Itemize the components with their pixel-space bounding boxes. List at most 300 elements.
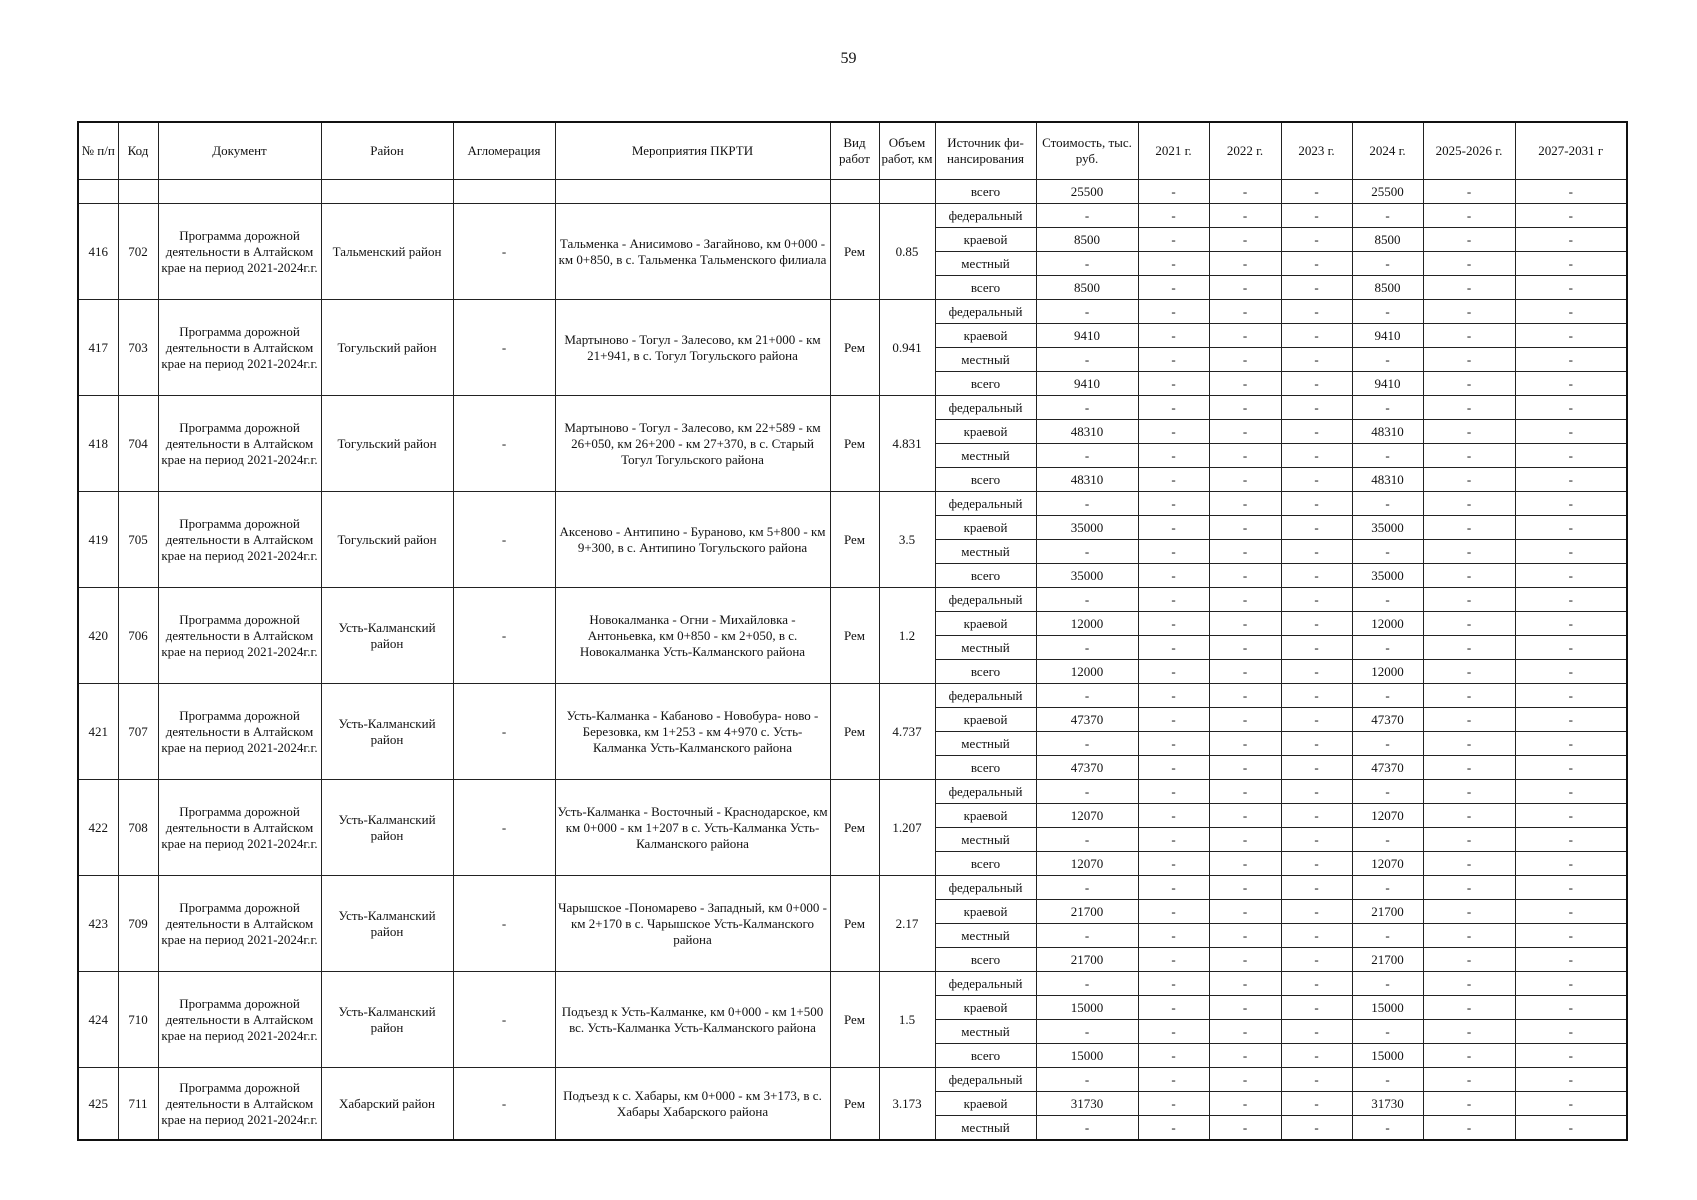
cost-value: 35000 <box>1036 564 1138 588</box>
year-2023-value: - <box>1281 852 1352 876</box>
cost-value: - <box>1036 492 1138 516</box>
year-2023-value: - <box>1281 444 1352 468</box>
year-2022-value: - <box>1209 564 1281 588</box>
year-2022-value: - <box>1209 804 1281 828</box>
financing-source: местный <box>935 924 1036 948</box>
year-2023-value: - <box>1281 804 1352 828</box>
years-2025-2026-value: - <box>1423 900 1515 924</box>
record-measure: Усть-Калманка - Восточный - Краснодарское, км км 0+000 - км 1+207 в с. Усть-Калманка Усть-Калманского района <box>555 780 830 876</box>
year-2022-value: - <box>1209 1068 1281 1092</box>
record-agglomeration: - <box>453 684 555 780</box>
year-2022-value: - <box>1209 636 1281 660</box>
year-2024-value: 21700 <box>1352 900 1423 924</box>
year-2024-value: 25500 <box>1352 180 1423 204</box>
years-2027-2031-value: - <box>1515 180 1627 204</box>
financing-source: всего <box>935 372 1036 396</box>
years-2027-2031-value: - <box>1515 252 1627 276</box>
year-2022-value: - <box>1209 1116 1281 1141</box>
year-2021-value: - <box>1138 636 1209 660</box>
record-number: 419 <box>78 492 118 588</box>
years-2027-2031-value: - <box>1515 708 1627 732</box>
year-2024-value: - <box>1352 492 1423 516</box>
record-agglomeration: - <box>453 204 555 300</box>
financing-source: федеральный <box>935 396 1036 420</box>
year-2024-value: 8500 <box>1352 276 1423 300</box>
years-2027-2031-value: - <box>1515 996 1627 1020</box>
year-2022-value: - <box>1209 996 1281 1020</box>
year-2022-value: - <box>1209 228 1281 252</box>
years-2025-2026-value: - <box>1423 852 1515 876</box>
col-header-agglomeration: Агломерация <box>453 122 555 180</box>
col-header-2027-2031: 2027-2031 г <box>1515 122 1627 180</box>
year-2024-value: - <box>1352 828 1423 852</box>
years-2025-2026-value: - <box>1423 1092 1515 1116</box>
years-2027-2031-value: - <box>1515 420 1627 444</box>
years-2025-2026-value: - <box>1423 420 1515 444</box>
year-2023-value: - <box>1281 540 1352 564</box>
year-2023-value: - <box>1281 636 1352 660</box>
year-2023-value: - <box>1281 396 1352 420</box>
record-document: Программа дорожной деятельности в Алтайском крае на период 2021-2024г.г. <box>158 780 321 876</box>
col-header-2025-2026: 2025-2026 г. <box>1423 122 1515 180</box>
year-2023-value: - <box>1281 372 1352 396</box>
financing-source: местный <box>935 828 1036 852</box>
year-2023-value: - <box>1281 1044 1352 1068</box>
record-work-type: Рем <box>830 876 879 972</box>
cost-value: - <box>1036 1020 1138 1044</box>
years-2025-2026-value: - <box>1423 948 1515 972</box>
year-2021-value: - <box>1138 948 1209 972</box>
year-2022-value: - <box>1209 780 1281 804</box>
table-row <box>78 876 1627 900</box>
year-2021-value: - <box>1138 468 1209 492</box>
year-2023-value: - <box>1281 828 1352 852</box>
cost-value: - <box>1036 252 1138 276</box>
years-2025-2026-value: - <box>1423 876 1515 900</box>
years-2027-2031-value: - <box>1515 684 1627 708</box>
table-row <box>78 396 1627 420</box>
year-2024-value: - <box>1352 1068 1423 1092</box>
year-2022-value: - <box>1209 612 1281 636</box>
record-number: 422 <box>78 780 118 876</box>
record-document: Программа дорожной деятельности в Алтайском крае на период 2021-2024г.г. <box>158 876 321 972</box>
financing-source: всего <box>935 276 1036 300</box>
record-measure: Новокалманка - Огни - Михайловка - Антоньевка, км 0+850 - км 2+050, в с. Новокалманка Усть-Калманского района <box>555 588 830 684</box>
year-2023-value: - <box>1281 924 1352 948</box>
record-agglomeration: - <box>453 1068 555 1141</box>
record-measure: Аксеново - Антипино - Бураново, км 5+800 - км 9+300, в с. Антипино Тогульского района <box>555 492 830 588</box>
empty-cell <box>158 180 321 204</box>
year-2024-value: - <box>1352 396 1423 420</box>
record-code: 705 <box>118 492 158 588</box>
year-2024-value: - <box>1352 684 1423 708</box>
years-2027-2031-value: - <box>1515 1116 1627 1141</box>
empty-cell <box>453 180 555 204</box>
years-2025-2026-value: - <box>1423 972 1515 996</box>
year-2022-value: - <box>1209 444 1281 468</box>
year-2023-value: - <box>1281 1116 1352 1141</box>
record-document: Программа дорожной деятельности в Алтайском крае на период 2021-2024г.г. <box>158 1068 321 1141</box>
record-number: 421 <box>78 684 118 780</box>
record-document: Программа дорожной деятельности в Алтайском крае на период 2021-2024г.г. <box>158 684 321 780</box>
year-2023-value: - <box>1281 1092 1352 1116</box>
year-2021-value: - <box>1138 756 1209 780</box>
year-2024-value: - <box>1352 444 1423 468</box>
year-2022-value: - <box>1209 540 1281 564</box>
year-2023-value: - <box>1281 996 1352 1020</box>
year-2022-value: - <box>1209 468 1281 492</box>
years-2027-2031-value: - <box>1515 444 1627 468</box>
year-2022-value: - <box>1209 756 1281 780</box>
year-2024-value: 35000 <box>1352 564 1423 588</box>
year-2022-value: - <box>1209 300 1281 324</box>
year-2021-value: - <box>1138 900 1209 924</box>
record-measure: Тальменка - Анисимово - Загайново, км 0+000 - км 0+850, в с. Тальменка Тальменского филиала <box>555 204 830 300</box>
year-2024-value: 31730 <box>1352 1092 1423 1116</box>
year-2024-value: - <box>1352 300 1423 324</box>
table-row <box>78 972 1627 996</box>
cost-value: - <box>1036 1116 1138 1141</box>
cost-value: - <box>1036 972 1138 996</box>
year-2021-value: - <box>1138 180 1209 204</box>
record-agglomeration: - <box>453 972 555 1068</box>
cost-value: 48310 <box>1036 420 1138 444</box>
years-2025-2026-value: - <box>1423 444 1515 468</box>
page-number: 59 <box>840 50 857 67</box>
table-row <box>78 588 1627 612</box>
year-2024-value: - <box>1352 732 1423 756</box>
financing-source: краевой <box>935 1092 1036 1116</box>
col-header-cost: Стоимость, тыс. руб. <box>1036 122 1138 180</box>
col-header-district: Район <box>321 122 453 180</box>
year-2024-value: 12070 <box>1352 852 1423 876</box>
year-2021-value: - <box>1138 348 1209 372</box>
record-volume: 1.2 <box>879 588 935 684</box>
year-2021-value: - <box>1138 516 1209 540</box>
year-2023-value: - <box>1281 348 1352 372</box>
record-document: Программа дорожной деятельности в Алтайском крае на период 2021-2024г.г. <box>158 396 321 492</box>
cost-value: - <box>1036 1068 1138 1092</box>
year-2021-value: - <box>1138 540 1209 564</box>
year-2023-value: - <box>1281 684 1352 708</box>
year-2021-value: - <box>1138 804 1209 828</box>
year-2022-value: - <box>1209 180 1281 204</box>
financing-source: краевой <box>935 804 1036 828</box>
year-2023-value: - <box>1281 612 1352 636</box>
years-2027-2031-value: - <box>1515 300 1627 324</box>
year-2022-value: - <box>1209 924 1281 948</box>
year-2023-value: - <box>1281 204 1352 228</box>
years-2027-2031-value: - <box>1515 468 1627 492</box>
cost-value: - <box>1036 396 1138 420</box>
year-2023-value: - <box>1281 180 1352 204</box>
cost-value: 48310 <box>1036 468 1138 492</box>
years-2027-2031-value: - <box>1515 804 1627 828</box>
years-2027-2031-value: - <box>1515 852 1627 876</box>
year-2024-value: - <box>1352 252 1423 276</box>
record-code: 707 <box>118 684 158 780</box>
financing-source: краевой <box>935 420 1036 444</box>
year-2022-value: - <box>1209 492 1281 516</box>
year-2021-value: - <box>1138 204 1209 228</box>
year-2022-value: - <box>1209 948 1281 972</box>
year-2021-value: - <box>1138 924 1209 948</box>
year-2022-value: - <box>1209 276 1281 300</box>
empty-cell <box>321 180 453 204</box>
record-volume: 3.5 <box>879 492 935 588</box>
financing-source: всего <box>935 756 1036 780</box>
years-2025-2026-value: - <box>1423 180 1515 204</box>
record-district: Хабарский район <box>321 1068 453 1141</box>
empty-cell <box>118 180 158 204</box>
record-agglomeration: - <box>453 492 555 588</box>
record-measure: Чарышское -Пономарево - Западный, км 0+000 - км 2+170 в с. Чарышское Усть-Калманского района <box>555 876 830 972</box>
year-2021-value: - <box>1138 252 1209 276</box>
years-2025-2026-value: - <box>1423 204 1515 228</box>
cost-value: - <box>1036 540 1138 564</box>
financing-source: федеральный <box>935 972 1036 996</box>
year-2023-value: - <box>1281 732 1352 756</box>
cost-value: 12070 <box>1036 852 1138 876</box>
financing-source: федеральный <box>935 876 1036 900</box>
years-2025-2026-value: - <box>1423 636 1515 660</box>
year-2021-value: - <box>1138 492 1209 516</box>
financing-source: федеральный <box>935 1068 1036 1092</box>
year-2021-value: - <box>1138 1068 1209 1092</box>
year-2024-value: 12000 <box>1352 660 1423 684</box>
table-row <box>78 780 1627 804</box>
years-2027-2031-value: - <box>1515 756 1627 780</box>
year-2022-value: - <box>1209 972 1281 996</box>
year-2022-value: - <box>1209 396 1281 420</box>
years-2027-2031-value: - <box>1515 948 1627 972</box>
year-2023-value: - <box>1281 324 1352 348</box>
record-district: Тальменский район <box>321 204 453 300</box>
years-2025-2026-value: - <box>1423 372 1515 396</box>
years-2027-2031-value: - <box>1515 228 1627 252</box>
record-measure: Мартыново - Тогул - Залесово, км 22+589 - км 26+050, км 26+200 - км 27+370, в с. Старый Тогул Тогульского района <box>555 396 830 492</box>
year-2022-value: - <box>1209 348 1281 372</box>
empty-cell <box>78 180 118 204</box>
record-work-type: Рем <box>830 684 879 780</box>
record-code: 703 <box>118 300 158 396</box>
cost-value: 21700 <box>1036 900 1138 924</box>
record-volume: 0.941 <box>879 300 935 396</box>
years-2027-2031-value: - <box>1515 564 1627 588</box>
table-row <box>78 1068 1627 1092</box>
year-2024-value: 9410 <box>1352 324 1423 348</box>
years-2025-2026-value: - <box>1423 540 1515 564</box>
financing-source: всего <box>935 1044 1036 1068</box>
financing-source: местный <box>935 732 1036 756</box>
year-2024-value: 15000 <box>1352 1044 1423 1068</box>
financing-source: местный <box>935 444 1036 468</box>
year-2022-value: - <box>1209 372 1281 396</box>
financing-source: федеральный <box>935 300 1036 324</box>
years-2027-2031-value: - <box>1515 660 1627 684</box>
year-2021-value: - <box>1138 684 1209 708</box>
financing-source: федеральный <box>935 492 1036 516</box>
year-2021-value: - <box>1138 1020 1209 1044</box>
year-2023-value: - <box>1281 780 1352 804</box>
years-2025-2026-value: - <box>1423 1020 1515 1044</box>
cost-value: - <box>1036 636 1138 660</box>
empty-cell <box>555 180 830 204</box>
table-row <box>78 300 1627 324</box>
year-2024-value: - <box>1352 1116 1423 1141</box>
financing-source: местный <box>935 1116 1036 1141</box>
year-2024-value: 47370 <box>1352 708 1423 732</box>
cost-value: - <box>1036 828 1138 852</box>
year-2024-value: 15000 <box>1352 996 1423 1020</box>
financing-source: краевой <box>935 516 1036 540</box>
year-2024-value: 21700 <box>1352 948 1423 972</box>
financing-source: всего <box>935 564 1036 588</box>
years-2025-2026-value: - <box>1423 612 1515 636</box>
years-2027-2031-value: - <box>1515 1020 1627 1044</box>
cost-value: 9410 <box>1036 324 1138 348</box>
col-header-work-type: Вид работ <box>830 122 879 180</box>
year-2024-value: 47370 <box>1352 756 1423 780</box>
years-2027-2031-value: - <box>1515 780 1627 804</box>
year-2021-value: - <box>1138 1092 1209 1116</box>
years-2027-2031-value: - <box>1515 372 1627 396</box>
record-code: 710 <box>118 972 158 1068</box>
years-2027-2031-value: - <box>1515 900 1627 924</box>
financing-source: всего <box>935 660 1036 684</box>
record-district: Усть-Калманский район <box>321 684 453 780</box>
financing-source: краевой <box>935 996 1036 1020</box>
record-number: 416 <box>78 204 118 300</box>
cost-value: 12070 <box>1036 804 1138 828</box>
record-document: Программа дорожной деятельности в Алтайском крае на период 2021-2024г.г. <box>158 588 321 684</box>
years-2025-2026-value: - <box>1423 1068 1515 1092</box>
year-2023-value: - <box>1281 252 1352 276</box>
year-2024-value: - <box>1352 876 1423 900</box>
record-code: 706 <box>118 588 158 684</box>
cost-value: - <box>1036 588 1138 612</box>
year-2021-value: - <box>1138 972 1209 996</box>
year-2021-value: - <box>1138 660 1209 684</box>
year-2023-value: - <box>1281 756 1352 780</box>
financing-source: краевой <box>935 612 1036 636</box>
year-2023-value: - <box>1281 972 1352 996</box>
year-2022-value: - <box>1209 828 1281 852</box>
record-volume: 1.5 <box>879 972 935 1068</box>
record-number: 424 <box>78 972 118 1068</box>
years-2025-2026-value: - <box>1423 996 1515 1020</box>
record-number: 417 <box>78 300 118 396</box>
years-2027-2031-value: - <box>1515 204 1627 228</box>
years-2025-2026-value: - <box>1423 348 1515 372</box>
empty-cell <box>830 180 879 204</box>
year-2024-value: - <box>1352 348 1423 372</box>
year-2021-value: - <box>1138 444 1209 468</box>
road-works-table <box>77 121 1628 1141</box>
record-volume: 3.173 <box>879 1068 935 1141</box>
col-header-2023: 2023 г. <box>1281 122 1352 180</box>
record-work-type: Рем <box>830 492 879 588</box>
record-measure: Усть-Калманка - Кабаново - Новобура- ново - Березовка, км 1+253 - км 4+970 с. Усть-Калманка Усть-Калманского района <box>555 684 830 780</box>
year-2023-value: - <box>1281 588 1352 612</box>
year-2024-value: 12070 <box>1352 804 1423 828</box>
record-work-type: Рем <box>830 780 879 876</box>
year-2021-value: - <box>1138 564 1209 588</box>
years-2025-2026-value: - <box>1423 468 1515 492</box>
years-2027-2031-value: - <box>1515 348 1627 372</box>
years-2027-2031-value: - <box>1515 396 1627 420</box>
continuation-row <box>78 180 1627 204</box>
year-2023-value: - <box>1281 420 1352 444</box>
record-code: 704 <box>118 396 158 492</box>
years-2025-2026-value: - <box>1423 516 1515 540</box>
year-2022-value: - <box>1209 660 1281 684</box>
empty-cell <box>879 180 935 204</box>
year-2021-value: - <box>1138 372 1209 396</box>
financing-source: краевой <box>935 228 1036 252</box>
record-district: Усть-Калманский район <box>321 876 453 972</box>
record-volume: 4.737 <box>879 684 935 780</box>
years-2027-2031-value: - <box>1515 612 1627 636</box>
record-document: Программа дорожной деятельности в Алтайском крае на период 2021-2024г.г. <box>158 300 321 396</box>
years-2025-2026-value: - <box>1423 1044 1515 1068</box>
years-2025-2026-value: - <box>1423 756 1515 780</box>
year-2022-value: - <box>1209 852 1281 876</box>
years-2025-2026-value: - <box>1423 708 1515 732</box>
year-2024-value: 12000 <box>1352 612 1423 636</box>
years-2027-2031-value: - <box>1515 276 1627 300</box>
cost-value: 21700 <box>1036 948 1138 972</box>
years-2025-2026-value: - <box>1423 228 1515 252</box>
years-2025-2026-value: - <box>1423 564 1515 588</box>
years-2027-2031-value: - <box>1515 1044 1627 1068</box>
years-2025-2026-value: - <box>1423 732 1515 756</box>
year-2021-value: - <box>1138 420 1209 444</box>
financing-source: всего <box>935 948 1036 972</box>
year-2023-value: - <box>1281 228 1352 252</box>
col-header-volume: Объем работ, км <box>879 122 935 180</box>
year-2024-value: - <box>1352 636 1423 660</box>
col-header-document: Документ <box>158 122 321 180</box>
record-number: 418 <box>78 396 118 492</box>
years-2027-2031-value: - <box>1515 876 1627 900</box>
cost-value: 12000 <box>1036 612 1138 636</box>
year-2023-value: - <box>1281 492 1352 516</box>
year-2023-value: - <box>1281 1068 1352 1092</box>
col-header-measure: Мероприятия ПКРТИ <box>555 122 830 180</box>
year-2023-value: - <box>1281 660 1352 684</box>
year-2021-value: - <box>1138 1044 1209 1068</box>
year-2021-value: - <box>1138 708 1209 732</box>
years-2027-2031-value: - <box>1515 1092 1627 1116</box>
cost-value: 12000 <box>1036 660 1138 684</box>
financing-source: краевой <box>935 708 1036 732</box>
year-2024-value: 8500 <box>1352 228 1423 252</box>
cost-value: - <box>1036 924 1138 948</box>
year-2021-value: - <box>1138 228 1209 252</box>
record-number: 423 <box>78 876 118 972</box>
record-district: Тогульский район <box>321 492 453 588</box>
years-2027-2031-value: - <box>1515 540 1627 564</box>
year-2022-value: - <box>1209 252 1281 276</box>
years-2025-2026-value: - <box>1423 588 1515 612</box>
financing-source: федеральный <box>935 588 1036 612</box>
year-2024-value: 9410 <box>1352 372 1423 396</box>
col-header-code: Код <box>118 122 158 180</box>
year-2023-value: - <box>1281 948 1352 972</box>
year-2022-value: - <box>1209 1020 1281 1044</box>
cost-value: 8500 <box>1036 276 1138 300</box>
